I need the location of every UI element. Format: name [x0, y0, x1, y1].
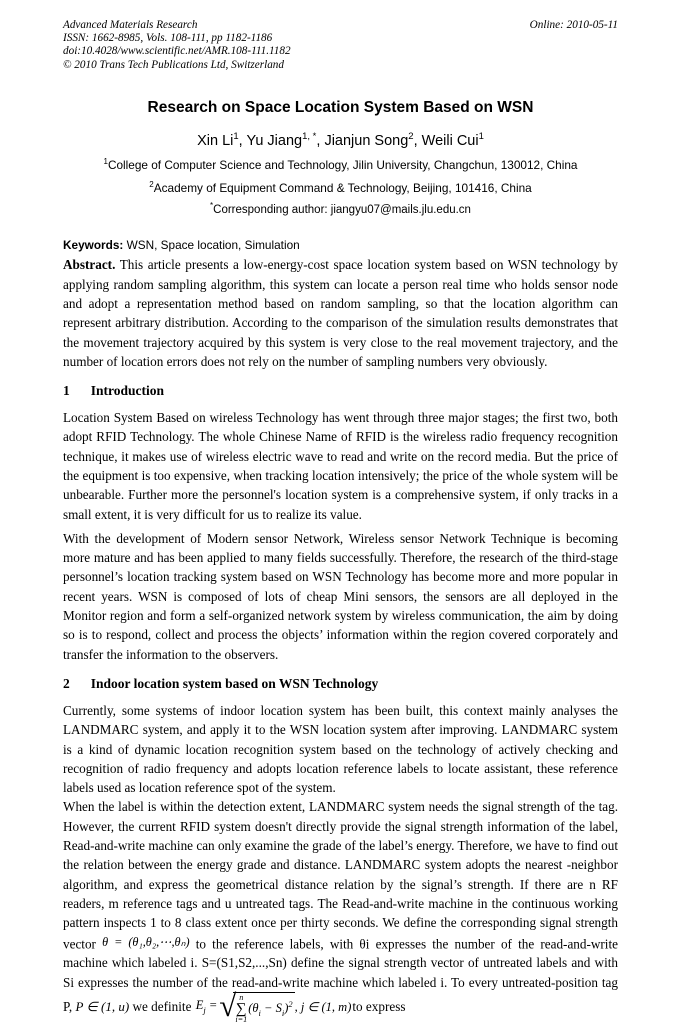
intro-paragraph-2: With the development of Modern sensor Network, Wireless sensor Network Technique is becoming more mature and has been applied to many fields successfully. Therefore, the research of the third-stage personnel’s location tracking system based on WSN Technology has become more and more popular in recent years. WSN is composed of lots of cheap Mini sensors, the sensors are all deployed in the Monitor region and form a self-organized network system by wireless communication, the aim by doing so is to respond, collect and process the objects’ information within the region covered corporately and transfer the information to the observers. [63, 530, 618, 662]
author-separator: , [238, 132, 247, 149]
author-3-affiliation-mark: 2 [408, 130, 414, 142]
term-minus-s: − S [260, 1000, 282, 1015]
author-2-name: Yu Jiang [246, 132, 303, 149]
abstract-paragraph [63, 255, 618, 371]
abstract-text: This article presents a low-energy-cost space location system based on WSN technology by applying random sampling algorithm, this system can locate a person real time who holds sensor node and adopt a representation method based on random sampling, so that the location algorithm can represent arbitrary distribution. According to the comparison of the simulation results demonstrates that the movement trajectory acquired by this system is very close to the real movement trajectory, and the number of location errors does not rely on the number of sampling numbers very obviously. [63, 257, 618, 369]
corresponding-author-line [63, 201, 618, 216]
term-close: ) [284, 1000, 289, 1015]
author-4-affiliation-mark: 1 [478, 130, 484, 142]
formula-lhs [196, 996, 218, 1020]
abstract-label: Abstract. [63, 257, 116, 273]
summation-upper-limit: n [239, 992, 244, 1002]
affiliation-1-text: College of Computer Science and Technology, Jilin University, Changchun, 130012, China [107, 157, 578, 172]
section-2-paragraph-1: Currently, some systems of indoor location system has been built, this context mainly analyses the LANDMARC system, and apply it to the WSN location system after improving. LANDMARC system is a kind of dynamic location recognition system based on the technology of actively checking and recognition of radio frequency and adopts location reference labels to locate assistant, these reference labels used as location reference spot of the system. [63, 702, 618, 796]
term-open: (θ [248, 1000, 259, 1015]
section-2-heading [63, 676, 618, 692]
section-1-title: Introduction [90, 383, 165, 399]
keywords-text: WSN, Space location, Simulation [123, 238, 300, 253]
formula-tail: , j ∈ (1, m) [294, 1000, 352, 1015]
sqrt-symbol: √ [219, 988, 237, 1024]
author-1 [197, 130, 247, 149]
affiliation-1 [63, 157, 618, 172]
formula-e: E [195, 997, 204, 1012]
authors-line [63, 131, 618, 149]
affiliation-2 [63, 180, 618, 195]
intro-paragraph-1: Location System Based on wireless Technology has went through three major stages; the first two, both adopt RFID Technology. The whole Chinese Name of RFID is the wireless radio frequency recognition technique, it makes use of wireless electric wave to read and write on the record media. But the price of the equipment is too expensive, when tracking location intensively; the price of the whole system will be unbearable. Further more the personnel's location system is a comprehensive system, if only tracks in a small extent, it is very difficult for us to realize its value. [63, 410, 618, 522]
online-date: Online: 2010-05-11 [529, 19, 618, 31]
affiliation-2-text: Academy of Equipment Command & Technology, Beijing, 101416, China [153, 180, 532, 195]
author-4 [421, 130, 484, 149]
paragraph-text: to the reference labels, with θi expresses the number of the read-and-write machine which labeled i. S=(S1,S2,...,Sn) define the signal strength vector of untreated labels and with Si expresses the number of the read-and-write machine which labeled i. To every untreated-position tag P, [63, 936, 618, 1015]
paper-title: Research on Space Location System Based on WSN [147, 98, 534, 116]
issn-line: ISSN: 1662-8985, Vols. 108-111, pp 1182-1186 [63, 32, 273, 45]
author-3-name: Jianjun Song [324, 132, 409, 149]
journal-name: Advanced Materials Research [63, 19, 198, 31]
corresponding-author-mark: * [210, 201, 214, 211]
error-distance-formula [195, 988, 352, 1024]
section-2-number: 2 [63, 675, 70, 691]
p-membership-formula: P ∈ (1, u) [75, 999, 130, 1015]
section-2-paragraph-2 [63, 797, 618, 1024]
summation-lower-limit: i=1 [235, 1014, 248, 1024]
author-1-affiliation-mark: 1 [233, 130, 239, 142]
author-separator: , [316, 132, 325, 149]
author-4-name: Weili Cui [421, 132, 479, 149]
paragraph-text: to express [352, 999, 406, 1015]
journal-header [63, 19, 618, 72]
theta-vector-formula: θ = (θ₁,θ₂,⋯,θₙ) [102, 934, 190, 949]
doi-line: doi:10.4028/www.scientific.net/AMR.108-111.1182 [63, 45, 291, 58]
paragraph-text: When the label is within the detection extent, LANDMARC system needs the signal strength of the tag. However, the current RFID system doesn't directly provide the signal strength information of the label, Read-and-write machine can only examine the grade of the label’s energy. Therefore, we have to find out the relation between the energy grade and distance. LANDMARC system adopts the nearest -neighbor algorithm, and express the geometrical distance relation by the signal’s strength. If there are n RF readers, m reference tags and u untreated tags. The Read-and-write machine in the continuous working pattern inspects 1 to 8 class extent once per thirty seconds. We define the corresponding signal strength vector [63, 799, 618, 952]
journal-info-block [63, 19, 291, 72]
term-exponent: 2 [288, 998, 293, 1009]
formula-e-subscript: j [203, 1004, 206, 1015]
author-separator: , [413, 132, 422, 149]
summation-term [248, 995, 292, 1023]
formula-radicand [233, 992, 294, 1024]
copyright-line: © 2010 Trans Tech Publications Ltd, Switzerland [63, 58, 284, 71]
sigma-symbol: ∑ [235, 1000, 247, 1017]
author-1-name: Xin Li [197, 132, 234, 149]
author-2-affiliation-mark: 1, * [302, 130, 317, 142]
formula-equals: = [205, 997, 218, 1012]
term-theta-subscript: i [258, 1007, 261, 1018]
keywords-label: Keywords: [63, 238, 124, 253]
affiliation-2-mark: 2 [149, 179, 154, 189]
summation-stack [235, 994, 247, 1024]
author-3 [324, 130, 422, 149]
term-s-subscript: i [281, 1007, 285, 1018]
section-2-title: Indoor location system based on WSN Technology [90, 675, 379, 691]
section-1-heading [63, 383, 618, 399]
section-1-number: 1 [63, 383, 70, 399]
affiliation-1-mark: 1 [103, 156, 108, 166]
author-2 [246, 130, 325, 149]
keywords-line [63, 236, 618, 255]
corresponding-author-text: Corresponding author: jiangyu07@mails.jlu.edu.cn [213, 204, 471, 217]
paragraph-text: we definite [129, 999, 195, 1015]
